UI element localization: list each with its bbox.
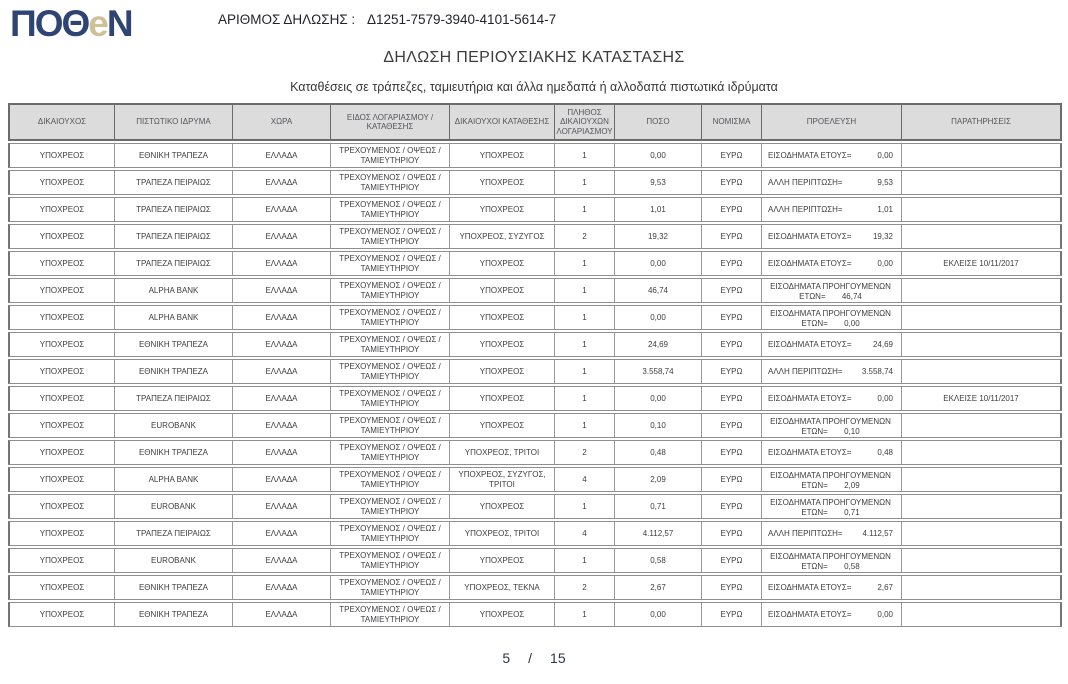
cell-country: ΕΛΛΑΔΑ bbox=[233, 441, 331, 464]
origin-label: ΕΙΣΟΔΗΜΑΤΑ ΕΤΟΥΣ= bbox=[768, 339, 852, 349]
origin-value: 0,00 bbox=[844, 318, 860, 328]
cell-notes bbox=[902, 414, 1060, 437]
cell-deposit-holders: ΥΠΟΧΡΕΟΣ, ΣΥΖΥΓΟΣ bbox=[450, 225, 555, 248]
cell-notes: ΕΚΛΕΙΣΕ 10/11/2017 bbox=[943, 393, 1019, 403]
cell-country: ΕΛΛΑΔΑ bbox=[233, 171, 331, 194]
origin-label: ΕΙΣΟΔΗΜΑΤΑ ΕΤΟΥΣ= bbox=[768, 150, 852, 160]
col-header-account-type: ΕΙΔΟΣ ΛΟΓΑΡΙΑΣΜΟΥ / ΚΑΤΑΘΕΣΗΣ bbox=[331, 105, 450, 139]
cell-account-type: ΤΡΕΧΟΥΜΕΝΟΣ / ΟΨΕΩΣ / ΤΑΜΙΕΥΤΗΡΙΟΥ bbox=[331, 333, 450, 356]
cell-deposit-holders: ΥΠΟΧΡΕΟΣ bbox=[450, 495, 555, 518]
cell-amount: 1,01 bbox=[615, 198, 702, 221]
cell-holder-count: 4 bbox=[555, 522, 615, 545]
cell-bank: EUROBANK bbox=[115, 495, 233, 518]
cell-holder-count: 2 bbox=[555, 225, 615, 248]
col-header-beneficiary: ΔΙΚΑΙΟΥΧΟΣ bbox=[10, 105, 115, 139]
cell-account-type: ΤΡΕΧΟΥΜΕΝΟΣ / ΟΨΕΩΣ / ΤΑΜΙΕΥΤΗΡΙΟΥ bbox=[331, 225, 450, 248]
table-row bbox=[8, 440, 1062, 465]
cell-amount: 2,09 bbox=[615, 468, 702, 491]
cell-holder-count: 2 bbox=[555, 441, 615, 464]
page-separator: / bbox=[528, 650, 533, 666]
origin-value: 9,53 bbox=[877, 177, 893, 187]
cell-country: ΕΛΛΑΔΑ bbox=[233, 333, 331, 356]
table-row bbox=[8, 251, 1062, 276]
origin-label: ΕΙΣΟΔΗΜΑΤΑ ΠΡΟΗΓΟΥΜΕΝΩΝ ΕΤΩΝ= bbox=[770, 417, 891, 436]
cell-origin bbox=[762, 468, 902, 491]
origin-label: ΕΙΣΟΔΗΜΑΤΑ ΕΤΟΥΣ= bbox=[768, 447, 852, 457]
cell-holder-count: 1 bbox=[555, 360, 615, 383]
cell-account-type: ΤΡΕΧΟΥΜΕΝΟΣ / ΟΨΕΩΣ / ΤΑΜΙΕΥΤΗΡΙΟΥ bbox=[331, 441, 450, 464]
cell-beneficiary: ΥΠΟΧΡΕΟΣ bbox=[10, 495, 115, 518]
cell-amount: 4.112,57 bbox=[615, 522, 702, 545]
origin-value: 0,48 bbox=[877, 447, 893, 457]
cell-account-type: ΤΡΕΧΟΥΜΕΝΟΣ / ΟΨΕΩΣ / ΤΑΜΙΕΥΤΗΡΙΟΥ bbox=[331, 198, 450, 221]
cell-deposit-holders: ΥΠΟΧΡΕΟΣ bbox=[450, 252, 555, 275]
cell-origin bbox=[762, 279, 902, 302]
cell-deposit-holders: ΥΠΟΧΡΕΟΣ, ΤΡΙΤΟΙ bbox=[450, 522, 555, 545]
origin-label: ΕΙΣΟΔΗΜΑΤΑ ΕΤΟΥΣ= bbox=[768, 582, 852, 592]
cell-bank: ΕΘΝΙΚΗ ΤΡΑΠΕΖΑ bbox=[115, 360, 233, 383]
cell-beneficiary: ΥΠΟΧΡΕΟΣ bbox=[10, 198, 115, 221]
deposits-table bbox=[8, 103, 1062, 629]
cell-deposit-holders: ΥΠΟΧΡΕΟΣ bbox=[450, 603, 555, 626]
cell-currency: ΕΥΡΩ bbox=[702, 360, 762, 383]
cell-deposit-holders: ΥΠΟΧΡΕΟΣ bbox=[450, 306, 555, 329]
origin-value: 0,00 bbox=[877, 258, 893, 268]
cell-country: ΕΛΛΑΔΑ bbox=[233, 198, 331, 221]
table-row bbox=[8, 143, 1062, 168]
table-row bbox=[8, 359, 1062, 384]
origin-value: 0,71 bbox=[844, 507, 860, 517]
cell-origin bbox=[762, 603, 902, 626]
cell-deposit-holders: ΥΠΟΧΡΕΟΣ bbox=[450, 387, 555, 410]
total-pages: 15 bbox=[550, 650, 566, 666]
cell-beneficiary: ΥΠΟΧΡΕΟΣ bbox=[10, 576, 115, 599]
cell-bank: ΕΘΝΙΚΗ ΤΡΑΠΕΖΑ bbox=[115, 441, 233, 464]
cell-notes: ΕΚΛΕΙΣΕ 10/11/2017 bbox=[943, 258, 1019, 268]
logo-part-2: e bbox=[88, 3, 107, 44]
cell-beneficiary: ΥΠΟΧΡΕΟΣ bbox=[10, 360, 115, 383]
cell-bank: EUROBANK bbox=[115, 549, 233, 572]
cell-currency: ΕΥΡΩ bbox=[702, 144, 762, 167]
col-header-holder-count: ΠΛΗΘΟΣ ΔΙΚΑΙΟΥΧΩΝ ΛΟΓΑΡΙΑΣΜΟΥ bbox=[555, 105, 615, 139]
origin-label: ΕΙΣΟΔΗΜΑΤΑ ΠΡΟΗΓΟΥΜΕΝΩΝ ΕΤΩΝ= bbox=[770, 498, 891, 517]
cell-holder-count: 1 bbox=[555, 252, 615, 275]
logo-part-3: Ν bbox=[106, 3, 132, 44]
cell-holder-count: 1 bbox=[555, 144, 615, 167]
cell-amount: 19,32 bbox=[615, 225, 702, 248]
cell-account-type: ΤΡΕΧΟΥΜΕΝΟΣ / ΟΨΕΩΣ / ΤΑΜΙΕΥΤΗΡΙΟΥ bbox=[331, 387, 450, 410]
cell-notes bbox=[902, 495, 1060, 518]
cell-country: ΕΛΛΑΔΑ bbox=[233, 252, 331, 275]
cell-currency: ΕΥΡΩ bbox=[702, 603, 762, 626]
cell-beneficiary: ΥΠΟΧΡΕΟΣ bbox=[10, 414, 115, 437]
cell-bank: ALPHA BANK bbox=[115, 306, 233, 329]
cell-holder-count: 1 bbox=[555, 387, 615, 410]
cell-deposit-holders: ΥΠΟΧΡΕΟΣ bbox=[450, 144, 555, 167]
cell-notes bbox=[902, 171, 1060, 194]
cell-holder-count: 1 bbox=[555, 414, 615, 437]
cell-bank: EUROBANK bbox=[115, 414, 233, 437]
cell-beneficiary: ΥΠΟΧΡΕΟΣ bbox=[10, 522, 115, 545]
cell-currency: ΕΥΡΩ bbox=[702, 441, 762, 464]
cell-account-type: ΤΡΕΧΟΥΜΕΝΟΣ / ΟΨΕΩΣ / ΤΑΜΙΕΥΤΗΡΙΟΥ bbox=[331, 414, 450, 437]
cell-origin bbox=[762, 522, 902, 545]
cell-notes bbox=[902, 198, 1060, 221]
cell-currency: ΕΥΡΩ bbox=[702, 252, 762, 275]
cell-currency: ΕΥΡΩ bbox=[702, 333, 762, 356]
table-row bbox=[8, 224, 1062, 249]
cell-holder-count: 1 bbox=[555, 603, 615, 626]
cell-amount: 0,58 bbox=[615, 549, 702, 572]
table-row bbox=[8, 575, 1062, 600]
cell-amount: 9,53 bbox=[615, 171, 702, 194]
cell-bank: ΤΡΑΠΕΖΑ ΠΕΙΡΑΙΩΣ bbox=[115, 225, 233, 248]
cell-account-type: ΤΡΕΧΟΥΜΕΝΟΣ / ΟΨΕΩΣ / ΤΑΜΙΕΥΤΗΡΙΟΥ bbox=[331, 252, 450, 275]
declaration-number-line bbox=[218, 12, 556, 27]
col-header-amount: ΠΟΣΟ bbox=[615, 105, 702, 139]
cell-country: ΕΛΛΑΔΑ bbox=[233, 414, 331, 437]
cell-deposit-holders: ΥΠΟΧΡΕΟΣ bbox=[450, 414, 555, 437]
cell-beneficiary: ΥΠΟΧΡΕΟΣ bbox=[10, 144, 115, 167]
cell-notes bbox=[902, 522, 1060, 545]
cell-origin bbox=[762, 360, 902, 383]
cell-deposit-holders: ΥΠΟΧΡΕΟΣ, ΤΕΚΝΑ bbox=[450, 576, 555, 599]
cell-notes bbox=[902, 441, 1060, 464]
cell-currency: ΕΥΡΩ bbox=[702, 279, 762, 302]
cell-notes bbox=[902, 144, 1060, 167]
cell-notes bbox=[902, 576, 1060, 599]
origin-value: 46,74 bbox=[841, 291, 862, 301]
cell-beneficiary: ΥΠΟΧΡΕΟΣ bbox=[10, 225, 115, 248]
cell-account-type: ΤΡΕΧΟΥΜΕΝΟΣ / ΟΨΕΩΣ / ΤΑΜΙΕΥΤΗΡΙΟΥ bbox=[331, 603, 450, 626]
cell-notes bbox=[902, 306, 1060, 329]
cell-currency: ΕΥΡΩ bbox=[702, 549, 762, 572]
logo-part-1: ΠΟΘ bbox=[10, 3, 89, 44]
cell-notes bbox=[902, 360, 1060, 383]
cell-account-type: ΤΡΕΧΟΥΜΕΝΟΣ / ΟΨΕΩΣ / ΤΑΜΙΕΥΤΗΡΙΟΥ bbox=[331, 468, 450, 491]
origin-value: 0,10 bbox=[844, 426, 860, 436]
cell-country: ΕΛΛΑΔΑ bbox=[233, 468, 331, 491]
cell-notes bbox=[902, 279, 1060, 302]
cell-account-type: ΤΡΕΧΟΥΜΕΝΟΣ / ΟΨΕΩΣ / ΤΑΜΙΕΥΤΗΡΙΟΥ bbox=[331, 522, 450, 545]
cell-country: ΕΛΛΑΔΑ bbox=[233, 144, 331, 167]
cell-deposit-holders: ΥΠΟΧΡΕΟΣ bbox=[450, 549, 555, 572]
origin-label: ΕΙΣΟΔΗΜΑΤΑ ΠΡΟΗΓΟΥΜΕΝΩΝ ΕΤΩΝ= bbox=[770, 471, 891, 490]
table-row bbox=[8, 197, 1062, 222]
page-indicator bbox=[0, 650, 1068, 666]
origin-label: ΕΙΣΟΔΗΜΑΤΑ ΠΡΟΗΓΟΥΜΕΝΩΝ ΕΤΩΝ= bbox=[770, 282, 891, 301]
table-row bbox=[8, 170, 1062, 195]
cell-origin bbox=[762, 144, 902, 167]
cell-deposit-holders: ΥΠΟΧΡΕΟΣ, ΤΡΙΤΟΙ bbox=[450, 441, 555, 464]
cell-deposit-holders: ΥΠΟΧΡΕΟΣ bbox=[450, 171, 555, 194]
cell-account-type: ΤΡΕΧΟΥΜΕΝΟΣ / ΟΨΕΩΣ / ΤΑΜΙΕΥΤΗΡΙΟΥ bbox=[331, 144, 450, 167]
cell-beneficiary: ΥΠΟΧΡΕΟΣ bbox=[10, 306, 115, 329]
cell-country: ΕΛΛΑΔΑ bbox=[233, 225, 331, 248]
table-header-row bbox=[8, 103, 1062, 141]
cell-country: ΕΛΛΑΔΑ bbox=[233, 495, 331, 518]
cell-amount: 24,69 bbox=[615, 333, 702, 356]
cell-amount: 0,48 bbox=[615, 441, 702, 464]
cell-origin bbox=[762, 414, 902, 437]
table-row bbox=[8, 494, 1062, 519]
col-header-currency: ΝΟΜΙΣΜΑ bbox=[702, 105, 762, 139]
page-subtitle: Καταθέσεις σε τράπεζες, ταμιευτήρια και άλλα ημεδαπά ή αλλοδαπά πιστωτικά ιδρύματα bbox=[290, 80, 778, 94]
cell-bank: ΕΘΝΙΚΗ ΤΡΑΠΕΖΑ bbox=[115, 144, 233, 167]
cell-currency: ΕΥΡΩ bbox=[702, 198, 762, 221]
cell-account-type: ΤΡΕΧΟΥΜΕΝΟΣ / ΟΨΕΩΣ / ΤΑΜΙΕΥΤΗΡΙΟΥ bbox=[331, 576, 450, 599]
cell-bank: ΤΡΑΠΕΖΑ ΠΕΙΡΑΙΩΣ bbox=[115, 522, 233, 545]
cell-beneficiary: ΥΠΟΧΡΕΟΣ bbox=[10, 549, 115, 572]
cell-holder-count: 4 bbox=[555, 468, 615, 491]
current-page: 5 bbox=[502, 650, 511, 666]
cell-holder-count: 1 bbox=[555, 333, 615, 356]
cell-country: ΕΛΛΑΔΑ bbox=[233, 549, 331, 572]
cell-beneficiary: ΥΠΟΧΡΕΟΣ bbox=[10, 171, 115, 194]
origin-label: ΕΙΣΟΔΗΜΑΤΑ ΕΤΟΥΣ= bbox=[768, 393, 852, 403]
origin-value: 19,32 bbox=[872, 231, 893, 241]
cell-currency: ΕΥΡΩ bbox=[702, 414, 762, 437]
cell-country: ΕΛΛΑΔΑ bbox=[233, 306, 331, 329]
cell-bank: ΕΘΝΙΚΗ ΤΡΑΠΕΖΑ bbox=[115, 333, 233, 356]
cell-amount: 0,00 bbox=[615, 144, 702, 167]
cell-holder-count: 1 bbox=[555, 198, 615, 221]
declaration-number-label: ΑΡΙΘΜΟΣ ΔΗΛΩΣΗΣ : bbox=[218, 12, 356, 27]
table-row bbox=[8, 305, 1062, 330]
cell-deposit-holders: ΥΠΟΧΡΕΟΣ bbox=[450, 360, 555, 383]
cell-origin bbox=[762, 495, 902, 518]
cell-holder-count: 1 bbox=[555, 495, 615, 518]
cell-notes bbox=[902, 333, 1060, 356]
cell-origin bbox=[762, 171, 902, 194]
cell-bank: ΤΡΑΠΕΖΑ ΠΕΙΡΑΙΩΣ bbox=[115, 171, 233, 194]
cell-amount: 46,74 bbox=[615, 279, 702, 302]
cell-origin bbox=[762, 198, 902, 221]
cell-country: ΕΛΛΑΔΑ bbox=[233, 360, 331, 383]
cell-account-type: ΤΡΕΧΟΥΜΕΝΟΣ / ΟΨΕΩΣ / ΤΑΜΙΕΥΤΗΡΙΟΥ bbox=[331, 495, 450, 518]
origin-value: 0,00 bbox=[877, 150, 893, 160]
cell-beneficiary: ΥΠΟΧΡΕΟΣ bbox=[10, 252, 115, 275]
cell-beneficiary: ΥΠΟΧΡΕΟΣ bbox=[10, 279, 115, 302]
origin-label: ΑΛΛΗ ΠΕΡΙΠΤΩΣΗ= bbox=[768, 177, 843, 187]
cell-amount: 2,67 bbox=[615, 576, 702, 599]
cell-deposit-holders: ΥΠΟΧΡΕΟΣ, ΣΥΖΥΓΟΣ, ΤΡΙΤΟΙ bbox=[450, 468, 555, 491]
origin-value: 4.112,57 bbox=[862, 528, 893, 538]
cell-account-type: ΤΡΕΧΟΥΜΕΝΟΣ / ΟΨΕΩΣ / ΤΑΜΙΕΥΤΗΡΙΟΥ bbox=[331, 279, 450, 302]
cell-amount: 0,00 bbox=[615, 387, 702, 410]
cell-notes bbox=[902, 549, 1060, 572]
origin-value: 0,00 bbox=[877, 609, 893, 619]
cell-country: ΕΛΛΑΔΑ bbox=[233, 387, 331, 410]
origin-label: ΑΛΛΗ ΠΕΡΙΠΤΩΣΗ= bbox=[768, 366, 843, 376]
origin-value: 0,58 bbox=[844, 561, 860, 571]
cell-country: ΕΛΛΑΔΑ bbox=[233, 603, 331, 626]
table-row bbox=[8, 278, 1062, 303]
cell-amount: 0,10 bbox=[615, 414, 702, 437]
cell-origin bbox=[762, 441, 902, 464]
cell-currency: ΕΥΡΩ bbox=[702, 387, 762, 410]
origin-value: 3.558,74 bbox=[861, 366, 893, 376]
page-title: ΔΗΛΩΣΗ ΠΕΡΙΟΥΣΙΑΚΗΣ ΚΑΤΑΣΤΑΣΗΣ bbox=[383, 49, 685, 66]
table-row bbox=[8, 521, 1062, 546]
cell-currency: ΕΥΡΩ bbox=[702, 225, 762, 248]
cell-beneficiary: ΥΠΟΧΡΕΟΣ bbox=[10, 387, 115, 410]
cell-deposit-holders: ΥΠΟΧΡΕΟΣ bbox=[450, 198, 555, 221]
cell-deposit-holders: ΥΠΟΧΡΕΟΣ bbox=[450, 333, 555, 356]
cell-country: ΕΛΛΑΔΑ bbox=[233, 522, 331, 545]
cell-origin bbox=[762, 576, 902, 599]
cell-amount: 3.558,74 bbox=[615, 360, 702, 383]
cell-bank: ΕΘΝΙΚΗ ΤΡΑΠΕΖΑ bbox=[115, 576, 233, 599]
col-header-bank: ΠΙΣΤΩΤΙΚΟ ΙΔΡΥΜΑ bbox=[115, 105, 233, 139]
cell-beneficiary: ΥΠΟΧΡΕΟΣ bbox=[10, 441, 115, 464]
cell-beneficiary: ΥΠΟΧΡΕΟΣ bbox=[10, 603, 115, 626]
cell-bank: ΤΡΑΠΕΖΑ ΠΕΙΡΑΙΩΣ bbox=[115, 198, 233, 221]
cell-beneficiary: ΥΠΟΧΡΕΟΣ bbox=[10, 468, 115, 491]
origin-value: 2,67 bbox=[877, 582, 893, 592]
cell-country: ΕΛΛΑΔΑ bbox=[233, 576, 331, 599]
origin-value: 24,69 bbox=[872, 339, 893, 349]
cell-currency: ΕΥΡΩ bbox=[702, 468, 762, 491]
col-header-deposit-holders: ΔΙΚΑΙΟΥΧΟΙ ΚΑΤΑΘΕΣΗΣ bbox=[450, 105, 555, 139]
cell-bank: ΕΘΝΙΚΗ ΤΡΑΠΕΖΑ bbox=[115, 603, 233, 626]
cell-origin bbox=[762, 549, 902, 572]
table-row bbox=[8, 386, 1062, 411]
col-header-country: ΧΩΡΑ bbox=[233, 105, 331, 139]
cell-amount: 0,00 bbox=[615, 603, 702, 626]
origin-value: 0,00 bbox=[877, 393, 893, 403]
cell-currency: ΕΥΡΩ bbox=[702, 576, 762, 599]
cell-bank: ALPHA BANK bbox=[115, 468, 233, 491]
col-header-origin: ΠΡΟΕΛΕΥΣΗ bbox=[762, 105, 902, 139]
table-row bbox=[8, 548, 1062, 573]
cell-account-type: ΤΡΕΧΟΥΜΕΝΟΣ / ΟΨΕΩΣ / ΤΑΜΙΕΥΤΗΡΙΟΥ bbox=[331, 171, 450, 194]
declaration-number: Δ1251-7579-3940-4101-5614-7 bbox=[366, 12, 557, 27]
cell-holder-count: 2 bbox=[555, 576, 615, 599]
origin-label: ΕΙΣΟΔΗΜΑΤΑ ΕΤΟΥΣ= bbox=[768, 258, 852, 268]
cell-holder-count: 1 bbox=[555, 279, 615, 302]
origin-label: ΕΙΣΟΔΗΜΑΤΑ ΠΡΟΗΓΟΥΜΕΝΩΝ ΕΤΩΝ= bbox=[770, 552, 891, 571]
origin-label: ΑΛΛΗ ΠΕΡΙΠΤΩΣΗ= bbox=[768, 528, 843, 538]
table-row bbox=[8, 413, 1062, 438]
origin-label: ΑΛΛΗ ΠΕΡΙΠΤΩΣΗ= bbox=[768, 204, 843, 214]
origin-value: 1,01 bbox=[877, 204, 893, 214]
cell-notes bbox=[902, 225, 1060, 248]
cell-origin bbox=[762, 333, 902, 356]
cell-holder-count: 1 bbox=[555, 549, 615, 572]
cell-beneficiary: ΥΠΟΧΡΕΟΣ bbox=[10, 333, 115, 356]
cell-origin bbox=[762, 252, 902, 275]
cell-amount: 0,71 bbox=[615, 495, 702, 518]
table-row bbox=[8, 602, 1062, 627]
cell-holder-count: 1 bbox=[555, 171, 615, 194]
cell-notes bbox=[902, 468, 1060, 491]
cell-deposit-holders: ΥΠΟΧΡΕΟΣ bbox=[450, 279, 555, 302]
origin-label: ΕΙΣΟΔΗΜΑΤΑ ΠΡΟΗΓΟΥΜΕΝΩΝ ΕΤΩΝ= bbox=[770, 309, 891, 328]
origin-label: ΕΙΣΟΔΗΜΑΤΑ ΕΤΟΥΣ= bbox=[768, 231, 852, 241]
cell-origin bbox=[762, 225, 902, 248]
cell-currency: ΕΥΡΩ bbox=[702, 171, 762, 194]
cell-bank: ALPHA BANK bbox=[115, 279, 233, 302]
cell-amount: 0,00 bbox=[615, 306, 702, 329]
origin-label: ΕΙΣΟΔΗΜΑΤΑ ΕΤΟΥΣ= bbox=[768, 609, 852, 619]
cell-currency: ΕΥΡΩ bbox=[702, 495, 762, 518]
pothen-logo bbox=[10, 4, 132, 44]
cell-amount: 0,00 bbox=[615, 252, 702, 275]
origin-value: 2,09 bbox=[844, 480, 860, 490]
cell-notes bbox=[902, 603, 1060, 626]
table-row bbox=[8, 332, 1062, 357]
cell-account-type: ΤΡΕΧΟΥΜΕΝΟΣ / ΟΨΕΩΣ / ΤΑΜΙΕΥΤΗΡΙΟΥ bbox=[331, 549, 450, 572]
cell-currency: ΕΥΡΩ bbox=[702, 306, 762, 329]
cell-holder-count: 1 bbox=[555, 306, 615, 329]
cell-account-type: ΤΡΕΧΟΥΜΕΝΟΣ / ΟΨΕΩΣ / ΤΑΜΙΕΥΤΗΡΙΟΥ bbox=[331, 360, 450, 383]
cell-origin bbox=[762, 306, 902, 329]
cell-bank: ΤΡΑΠΕΖΑ ΠΕΙΡΑΙΩΣ bbox=[115, 387, 233, 410]
cell-origin bbox=[762, 387, 902, 410]
cell-country: ΕΛΛΑΔΑ bbox=[233, 279, 331, 302]
cell-account-type: ΤΡΕΧΟΥΜΕΝΟΣ / ΟΨΕΩΣ / ΤΑΜΙΕΥΤΗΡΙΟΥ bbox=[331, 306, 450, 329]
col-header-notes: ΠΑΡΑΤΗΡΗΣΕΙΣ bbox=[951, 117, 1011, 127]
cell-currency: ΕΥΡΩ bbox=[702, 522, 762, 545]
table-body bbox=[8, 143, 1062, 627]
table-row bbox=[8, 467, 1062, 492]
cell-bank: ΤΡΑΠΕΖΑ ΠΕΙΡΑΙΩΣ bbox=[115, 252, 233, 275]
